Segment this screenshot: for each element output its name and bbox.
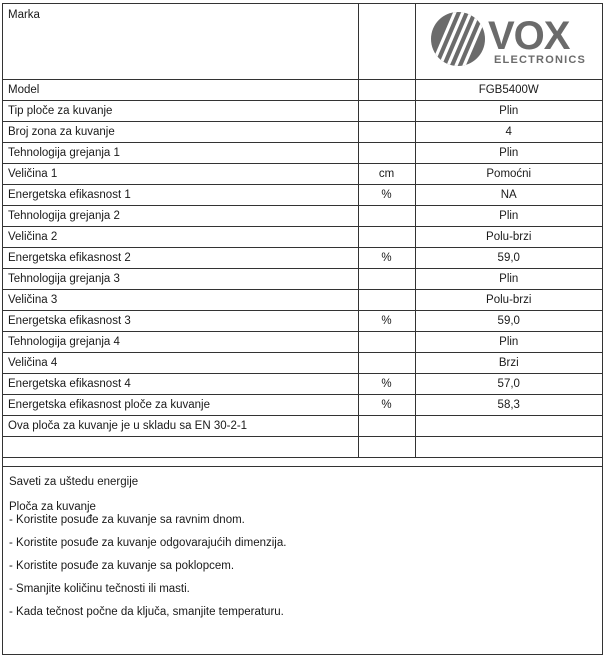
spec-row <box>3 437 602 458</box>
spec-unit <box>358 143 415 164</box>
spec-unit <box>358 437 415 458</box>
spec-value <box>415 416 602 437</box>
spec-label: Tip ploče za kuvanje <box>3 101 358 122</box>
spec-label: Veličina 3 <box>3 290 358 311</box>
spec-row <box>3 395 602 416</box>
spec-row <box>3 164 602 185</box>
spec-label: Tehnologija grejanja 4 <box>3 332 358 353</box>
spec-unit <box>358 290 415 311</box>
spec-unit: cm <box>358 164 415 185</box>
spec-label: Tehnologija grejanja 1 <box>3 143 358 164</box>
spec-label: Veličina 2 <box>3 227 358 248</box>
tips-subtitle: Ploča za kuvanje <box>9 501 96 513</box>
spec-unit: % <box>358 395 415 416</box>
spec-value: Polu-brzi <box>415 290 602 311</box>
spec-unit <box>358 122 415 143</box>
spec-value: Brzi <box>415 353 602 374</box>
spec-value: Polu-brzi <box>415 227 602 248</box>
spec-row <box>3 122 602 143</box>
spec-value: Plin <box>415 332 602 353</box>
spec-label: Energetska efikasnost ploče za kuvanje <box>3 395 358 416</box>
spec-label <box>3 437 358 458</box>
spec-unit <box>358 80 415 101</box>
spec-value: Plin <box>415 269 602 290</box>
spec-label: Ova ploča za kuvanje je u skladu sa EN 30-2-1 <box>3 416 358 437</box>
spec-row <box>3 101 602 122</box>
header-unit-cell <box>358 4 415 80</box>
spec-row <box>3 185 602 206</box>
spec-value: Plin <box>415 101 602 122</box>
spec-unit <box>358 101 415 122</box>
spec-value: 59,0 <box>415 248 602 269</box>
spec-value: FGB5400W <box>415 80 602 101</box>
spec-label: Energetska efikasnost 1 <box>3 185 358 206</box>
spec-value <box>415 437 602 458</box>
spec-row <box>3 374 602 395</box>
spec-label: Tehnologija grejanja 3 <box>3 269 358 290</box>
spec-label: Energetska efikasnost 3 <box>3 311 358 332</box>
spec-row <box>3 332 602 353</box>
spec-row <box>3 143 602 164</box>
spec-value: Pomoćni <box>415 164 602 185</box>
spec-row <box>3 227 602 248</box>
spec-unit <box>358 269 415 290</box>
spec-unit <box>358 332 415 353</box>
spec-value: Plin <box>415 143 602 164</box>
tip-item: - Smanjite količinu tečnosti ili masti. <box>9 583 190 595</box>
spec-row <box>3 290 602 311</box>
spec-table <box>3 4 602 458</box>
tip-item: - Koristite posuđe za kuvanje sa ravnim dnom. <box>9 514 245 526</box>
spec-unit <box>358 227 415 248</box>
spec-value: NA <box>415 185 602 206</box>
spec-value: Plin <box>415 206 602 227</box>
spec-value: 58,3 <box>415 395 602 416</box>
spec-unit <box>358 416 415 437</box>
spec-row <box>3 416 602 437</box>
header-row <box>3 4 602 80</box>
spec-value: 59,0 <box>415 311 602 332</box>
spec-unit: % <box>358 185 415 206</box>
tips-list <box>9 514 596 619</box>
logo-sub-text: ELECTRONICS <box>493 54 586 66</box>
spec-row <box>3 353 602 374</box>
spec-label: Energetska efikasnost 4 <box>3 374 358 395</box>
tip-item: - Koristite posuđe za kuvanje sa poklopcem. <box>9 560 235 572</box>
spec-label: Broj zona za kuvanje <box>3 122 358 143</box>
spec-unit: % <box>358 374 415 395</box>
spec-unit <box>358 206 415 227</box>
spec-row <box>3 80 602 101</box>
tip-item: - Kada tečnost počne da ključa, smanjite temperaturu. <box>9 606 284 618</box>
vox-logo-graphic <box>422 5 596 73</box>
spec-label: Veličina 1 <box>3 164 358 185</box>
vox-logo <box>422 5 596 73</box>
logo-cell <box>415 4 602 80</box>
product-info-sheet <box>2 3 603 655</box>
logo-brand-text: VOX <box>487 14 570 58</box>
spec-value: 4 <box>415 122 602 143</box>
spec-label: Veličina 4 <box>3 353 358 374</box>
spec-unit: % <box>358 248 415 269</box>
spec-label: Tehnologija grejanja 2 <box>3 206 358 227</box>
energy-saving-tips <box>3 466 602 634</box>
spec-row <box>3 206 602 227</box>
spec-row <box>3 311 602 332</box>
spec-label: Model <box>3 80 358 101</box>
tip-item: - Koristite posuđe za kuvanje odgovarajućih dimenzija. <box>9 537 287 549</box>
spec-label: Energetska efikasnost 2 <box>3 248 358 269</box>
spec-value: 57,0 <box>415 374 602 395</box>
spec-row <box>3 269 602 290</box>
spec-unit <box>358 353 415 374</box>
spec-unit: % <box>358 311 415 332</box>
brand-label: Marka <box>3 4 358 80</box>
tips-title: Saveti za uštedu energije <box>9 476 139 488</box>
spec-row <box>3 248 602 269</box>
